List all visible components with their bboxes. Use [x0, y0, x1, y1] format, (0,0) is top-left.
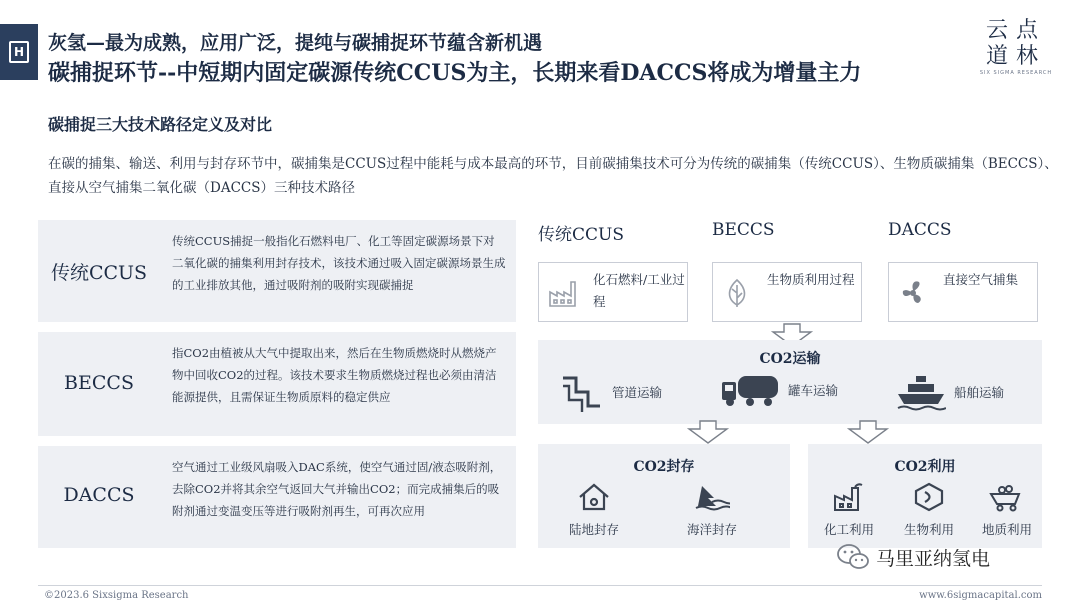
transport-label: 管道运输: [612, 385, 663, 400]
arrow-down-icon: [846, 420, 890, 444]
utilization-item-geology: [976, 482, 1038, 538]
section-title: 碳捕捉三大技术路径定义及对比: [48, 115, 273, 134]
transport-item-pipeline: [560, 372, 662, 412]
cart-icon: [989, 482, 1025, 512]
brand-top: 云点: [985, 18, 1046, 43]
card-beccs: [38, 332, 516, 436]
card-description: 指CO2由植被从大气中提取出来，然后在生物质燃烧时从燃烧产物中回收CO2的过程。该技术要求生物质燃烧过程也必须由清洁能源提供，且需保证生物质原料的稳定供应: [172, 346, 497, 404]
route-label-beccs: BECCS: [712, 220, 775, 240]
brand-bottom: 道林: [985, 44, 1046, 69]
intro-paragraph: 在碳的捕集、输送、利用与封存环节中，碳捕集是CCUS过程中能耗与成本最高的环节，目前碳捕集技术可分为传统的碳捕集（传统CCUS）、生物质碳捕集（BECCS）、直接从空气捕集二氧化碳（DACCS）三种技术路径: [48, 156, 1058, 196]
card-name: DACCS: [63, 484, 135, 506]
utilization-label: 地质利用: [981, 522, 1032, 537]
fan-icon: [897, 277, 929, 309]
storage-label: 海洋封存: [686, 522, 737, 537]
utilization-label: 化工利用: [823, 522, 874, 537]
storage-title: CO2封存: [633, 459, 695, 475]
house-icon: [577, 482, 611, 512]
tanker-truck-icon: [720, 372, 780, 408]
report-logo-block: [0, 24, 38, 80]
transport-label: 船舶运输: [954, 385, 1005, 400]
route-box-ccus: [538, 262, 688, 322]
route-box-text: 生物质利用过程: [767, 272, 855, 287]
card-description: 空气通过工业级风扇吸入DAC系统，使空气通过固/液态吸附剂，去除CO2并将其余空气返回大气并输出CO2；而完成捕集后的吸附剂通过变温变压等进行吸附剂再生，可再次应用: [172, 460, 502, 518]
footer-copyright: ©2023.6 Sixsigma Research: [44, 590, 189, 601]
storage-item-ocean: [680, 482, 744, 538]
card-description: 传统CCUS捕捉一般指化石燃料电厂、化工等固定碳源场景下对二氧化碳的捕集利用封存技术，该技术通过吸入固定碳源场景生成的工业排放其他，通过吸附剂的吸附实现碳捕捉: [172, 234, 506, 292]
transport-label: 罐车运输: [788, 383, 839, 398]
storage-item-land: [562, 482, 626, 538]
bio-icon: [912, 482, 946, 512]
route-box-text: 直接空气捕集: [943, 272, 1019, 287]
footer-website: www.6sigmacapital.com: [919, 590, 1042, 601]
route-label-ccus: 传统CCUS: [538, 225, 624, 245]
card-name: 传统CCUS: [50, 262, 148, 284]
route-label-daccs: DACCS: [888, 220, 952, 240]
storage-label: 陆地封存: [568, 522, 619, 537]
transport-item-tanker: [720, 372, 838, 408]
arrow-down-icon: [686, 420, 730, 444]
utilization-title: CO2利用: [894, 459, 956, 475]
chemical-plant-icon: [832, 482, 866, 512]
utilization-item-chemical: [818, 482, 880, 538]
ship-icon: [896, 372, 946, 412]
transport-item-ship: [896, 372, 1004, 412]
card-traditional-ccus: [38, 220, 516, 322]
brand-logo: [976, 18, 1056, 76]
footer-divider: [38, 585, 1042, 586]
utilization-item-bio: [898, 482, 960, 538]
leaf-icon: [721, 277, 753, 309]
ocean-icon: [694, 482, 730, 512]
utilization-label: 生物利用: [903, 522, 954, 537]
factory-icon: [547, 277, 579, 309]
logo-icon: H: [9, 41, 29, 63]
page-title-line1: 灰氢—最为成熟，应用广泛，提纯与碳捕捉环节蕴含新机遇: [48, 32, 543, 54]
route-box-beccs: [712, 262, 862, 322]
card-name: BECCS: [64, 372, 134, 394]
wechat-account: [836, 543, 990, 571]
pipeline-icon: [560, 372, 604, 412]
route-box-text: 化石燃料/工业过程: [593, 272, 685, 309]
wechat-icon: [836, 543, 870, 571]
card-daccs: [38, 446, 516, 548]
route-box-daccs: [888, 262, 1038, 322]
wechat-account-name: 马里亚纳氢电: [876, 547, 991, 570]
transport-title: CO2运输: [759, 351, 821, 367]
brand-sub: SIX SIGMA RESEARCH: [979, 70, 1053, 76]
page-title-line2: 碳捕捉环节--中短期内固定碳源传统CCUS为主，长期来看DACCS将成为增量主力: [48, 60, 862, 86]
